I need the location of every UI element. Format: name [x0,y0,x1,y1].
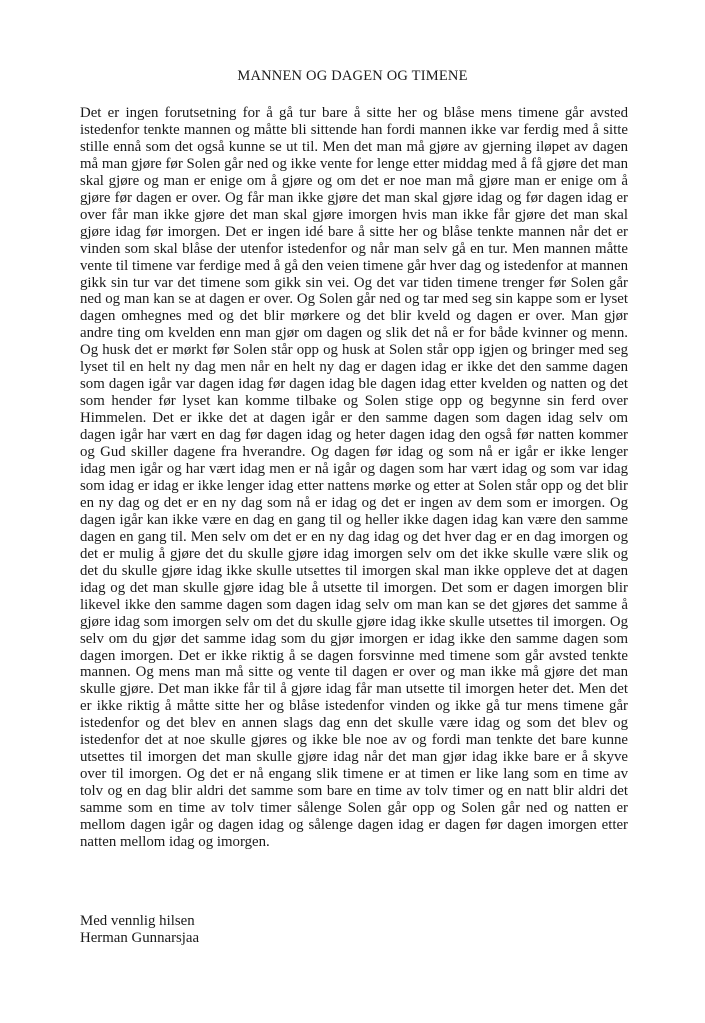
closing-block [80,913,480,947]
body-paragraph: Det er ingen forutsetning for å gå tur bare å sitte her og blåse mens timene går avsted istedenfor tenkte mannen og måtte bli sittende han fordi mannen ikke var ferdig med å sitte stille ennå som det også kunne se ut til. Men det man må gjøre av gjerning iløpet av dagen må man gjøre før Solen går ned og ikke vente for lenge etter middag med å få gjøre det man skal gjøre og man er enige om å gjøre og om det er noe man må gjøre man er enige om å gjøre før dagen er over. Og får man ikke gjøre det man skal gjøre idag og før dagen idag er over får man ikke gjøre det man skal gjøre imorgen hvis man ikke får gjøre det man skal gjøre idag før imorgen. Det er ingen idé bare å sitte her og blåse tenkte mannen når det er vinden som skal blåse der utenfor istedenfor og når man selv gå en tur. Men mannen måtte vente til timene var ferdige med å gå den veien timene går hver dag og istedenfor at mannen gikk sin tur var det timene som gikk sin vei. Og det var tiden timene trenger før Solen går ned og man kan se at dagen er over. Og Solen går ned og tar med seg sin kappe som er lyset dagen omhegnes med og det blir mørkere og det blir kveld og dagen er over. Man gjør andre ting om kvelden enn man gjør om dagen og slik det nå er for både kvinner og menn. Og husk det er mørkt før Solen står opp og husk at Solen står opp igjen og bringer med seg lyset til en helt ny dag men når en helt ny dag er dagen idag er ikke det den samme dagen som dagen igår var dagen idag før dagen idag ble dagen idag etter kvelden og natten og det som hender før lyset kan komme tilbake og Solen stige opp og begynne sin ferd over Himmelen. Det er ikke det at dagen igår er den samme dagen som dagen idag selv om dagen igår har vært en dag før dagen idag og heter dagen idag den også før natten kommer og Gud skiller dagene fra hverandre. Og dagen før idag og som nå er igår er ikke lenger idag men igår og har vært idag men er nå igår og dagen som har vært idag og som var idag som idag er idag er ikke lenger idag etter nattens mørke og etter at Solen står opp og det blir en ny dag og det er en ny dag som nå er idag og det er ingen av dem som er imorgen. Og dagen igår kan ikke være en dag en gang til og heller ikke dagen idag kan være den samme dagen en gang til. Men selv om det er en ny dag idag og det hver dag er en dag imorgen og det er mulig å gjøre det du skulle gjøre idag imorgen selv om det ikke skulle være slik og det du skulle gjøre idag ikke skulle utsettes til imorgen skal man ikke oppleve det at dagen idag og det man skulle gjøre idag ble å utsette til imorgen. Det som er dagen imorgen blir likevel ikke den samme dagen som dagen idag selv om man kan se det gjøres det samme å gjøre idag som imorgen selv om det du skulle gjøre idag ikke skulle utsettes til imorgen. Og selv om du gjør det samme idag som du gjør imorgen er idag ikke den samme dagen som dagen imorgen. Det er ikke riktig å se dagen forsvinne med timene som går avsted tenkte mannen. Og mens man må sitte og vente til dagen er over og man ikke må gjøre det man skulle gjøre. Det man ikke får til å gjøre idag får man utsette til imorgen heter det. Men det er ikke riktig å måtte sitte her og blåse istedenfor vinden og ikke gå tur mens timene går istedenfor og det blev en annen slags dag enn det skulle være idag og som det blev og istedenfor det at noe skulle gjøres og ikke ble noe av og fordi man tenkte det bare kunne utsettes til imorgen det man skulle gjøre idag når det man gjør idag ikke bare er å skyve over til imorgen. Og det er nå engang slik timene er at timen er like lang som en time av tolv og en dag blir aldri det samme som bare en time av tolv timer og en natt blir aldri det samme som en time av tolv timer sålenge Solen går opp og Solen går ned og natten er mellom dagen igår og dagen idag og sålenge dagen idag er dagen før dagen imorgen etter natten mellom idag og imorgen. [80,105,628,850]
document-title: MANNEN OG DAGEN OG TIMENE [237,68,468,84]
closing-salutation: Med vennlig hilsen [80,913,195,929]
signature-name: Herman Gunnarsjaa [80,929,200,946]
